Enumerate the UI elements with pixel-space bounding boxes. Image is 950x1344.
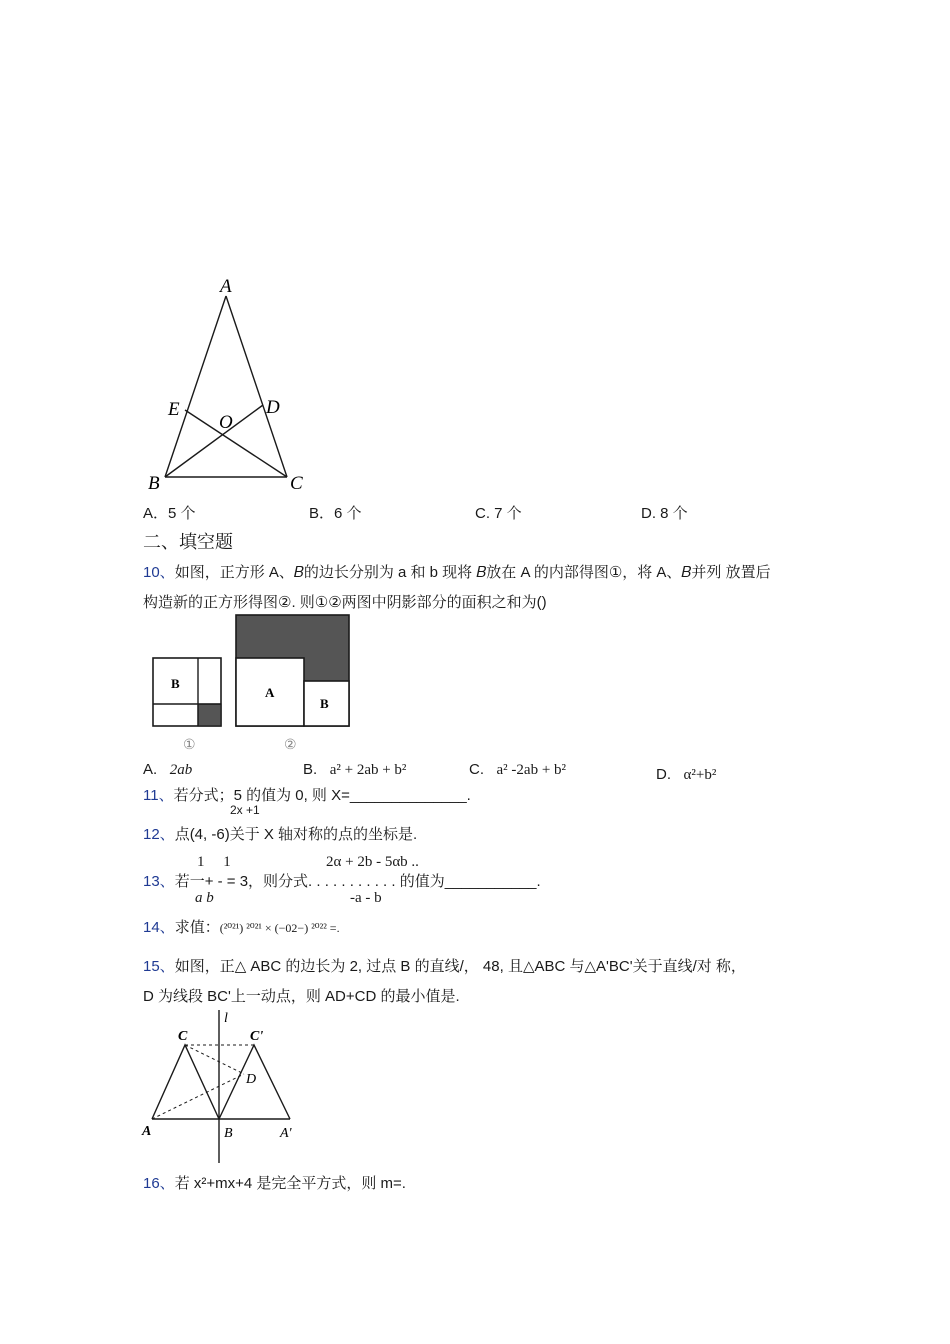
- label-d: D: [266, 397, 280, 418]
- edge-ac: [226, 296, 287, 477]
- q16-number: 16、: [143, 1175, 175, 1192]
- triangle-figure-q9: [140, 272, 320, 497]
- q10-option-b: B. a² + 2ab + b²: [303, 761, 407, 778]
- q9-option-c: C. 7 个: [475, 505, 522, 522]
- fig2-label-a: A: [265, 685, 275, 700]
- reflection-figure-q15: [138, 1008, 313, 1168]
- q16-line: 16、若 x²+mx+4 是完全平方式，则 m=.: [143, 1175, 406, 1192]
- q12-line: 12、点(4, -6)关于 X 轴对称的点的坐标是.: [143, 826, 418, 843]
- label-b: B: [148, 473, 160, 494]
- q11-number: 11、: [143, 787, 174, 804]
- q12-number: 12、: [143, 826, 175, 843]
- q10-line1: 10、如图，正方形 A、𝐵的边长分别为 a 和 b 现将 𝐵放在 A 的内部得图①，将 A、𝐵并列 放置后: [143, 564, 771, 581]
- q13-denominator-left: a b: [195, 890, 214, 906]
- label-c: C: [290, 473, 303, 494]
- q10-option-d: D. α²+b²: [656, 766, 717, 783]
- q13-numerators-left: 1 1: [197, 854, 231, 870]
- q10-number: 10、: [143, 564, 175, 581]
- caption-2: ②: [284, 738, 297, 753]
- q10-option-a: A. 2ab: [143, 761, 193, 778]
- q10-option-c: C. a² -2ab + b²: [469, 761, 567, 778]
- q9-option-d: D. 8 个: [641, 505, 688, 522]
- q13-denominator-right: -a - b: [350, 890, 382, 906]
- q15-number: 15、: [143, 958, 175, 975]
- q9-option-b: B．6 个: [309, 505, 362, 522]
- label-b: B: [224, 1126, 233, 1141]
- q15-line2: D 为线段 BC'上一动点，则 AD+CD 的最小值是.: [143, 988, 460, 1005]
- q13-line: 13、若一+ - = 3，则分式. . . . . . . . . . . 的值为___________.: [143, 873, 541, 890]
- q11-denominator: 2x +1: [230, 803, 260, 817]
- edge-ab: [165, 296, 226, 477]
- segment-bd: [165, 405, 263, 477]
- segment-ce: [185, 410, 287, 477]
- squares-figure-q10: [145, 612, 360, 757]
- fig1-shaded-square: [198, 704, 221, 726]
- dashed-cd: [185, 1045, 244, 1074]
- label-a-prime: A': [280, 1126, 292, 1141]
- label-e: E: [168, 399, 180, 420]
- q9-option-a: A．5 个: [143, 505, 196, 522]
- label-c: C: [178, 1029, 188, 1044]
- q15-line1: 15、如图，正△ ABC 的边长为 2, 过点 B 的直线/， 48, 且△ABC 与△A'BC'关于直线/对 称，: [143, 958, 746, 975]
- q13-number: 13、: [143, 873, 175, 890]
- label-d: D: [246, 1072, 257, 1087]
- fig1-label-b: B: [171, 676, 180, 691]
- q14-line: 14、求值：(²⁰²¹) ²⁰²¹ × (−02−) ²⁰²² =.: [143, 919, 340, 936]
- label-o: O: [219, 412, 233, 433]
- label-a: A: [220, 276, 232, 297]
- q11-line: 11、若分式；5 的值为 0, 则 X=______________.: [143, 787, 471, 804]
- label-c-prime: C': [250, 1029, 264, 1044]
- q13-numerator-right: 2α + 2b - 5αb ..: [326, 854, 419, 870]
- triangle-abc: [152, 1045, 219, 1119]
- q14-number: 14、: [143, 919, 175, 936]
- q10-line2: 构造新的正方形得图②. 则①②两图中阴影部分的面积之和为(): [143, 594, 547, 611]
- fig2-label-b: B: [320, 696, 329, 711]
- section-title: 二、填空题: [143, 532, 233, 552]
- label-a: A: [142, 1124, 152, 1139]
- caption-1: ①: [183, 738, 196, 753]
- label-l: l: [224, 1011, 228, 1026]
